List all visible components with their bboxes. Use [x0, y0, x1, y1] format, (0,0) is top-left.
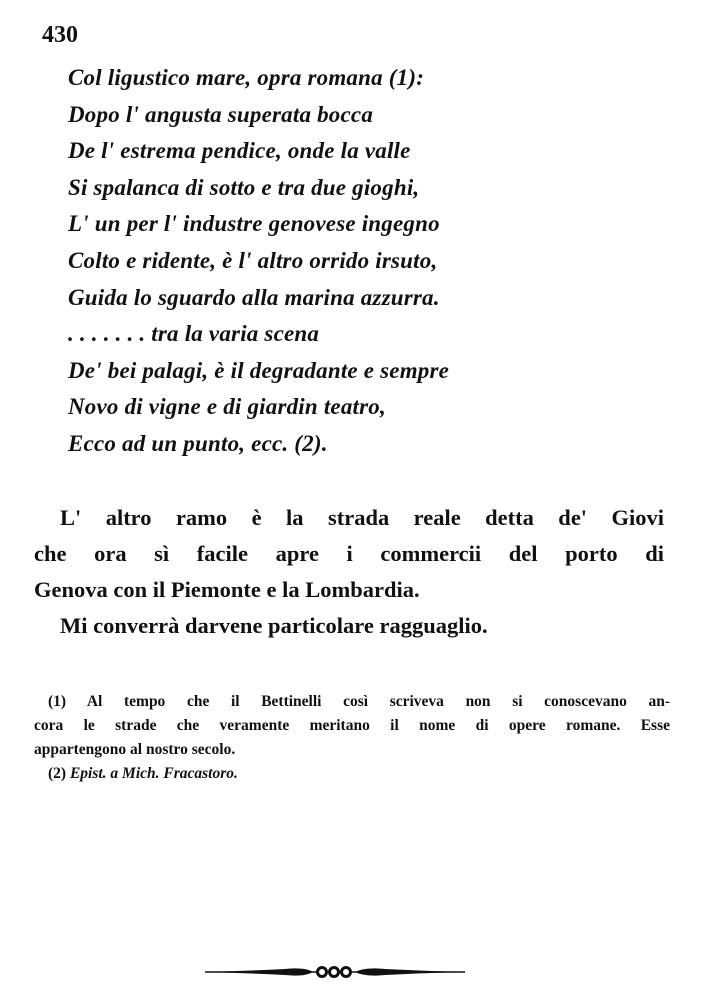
- verse-line: Novo di vigne e di giardin teatro,: [68, 394, 386, 420]
- prose-paragraph: Mi converrà darvene particolare ragguaglio.: [60, 613, 488, 638]
- footnote-1-line: cora le strade che veramente meritano il nome di opere romane. Esse: [34, 717, 670, 734]
- prose-line: L' altro ramo è la strada reale detta de' Giovi: [60, 505, 664, 530]
- prose-line: Genova con il Piemonte e la Lombardia.: [34, 577, 420, 602]
- footnote-2-text: Epist. a Mich. Fracastoro.: [69, 765, 238, 782]
- footnote-1-line: appartengono al nostro secolo.: [34, 741, 236, 758]
- verse-line: Ecco ad un punto, ecc. (2).: [68, 430, 328, 456]
- verse-line: L' un per l' industre genovese ingegno: [68, 211, 440, 237]
- tailpiece-ornament-icon: [205, 964, 465, 980]
- prose-line: che ora sì facile apre i commercii del porto di: [34, 541, 664, 566]
- verse-line: De l' estrema pendice, onde la valle: [68, 138, 411, 164]
- poem-quotation: [68, 60, 449, 463]
- verse-line: Colto e ridente, è l' altro orrido irsuto,: [68, 247, 438, 273]
- body-text: [34, 500, 664, 644]
- footnote-2: [34, 762, 670, 786]
- verse-line: Col ligustico mare, opra romana (1):: [68, 65, 425, 90]
- verse-line: . . . . . . . tra la varia scena: [68, 321, 320, 347]
- footnote-1-line: (1) Al tempo che il Bettinelli così scriveva non si conoscevano an-: [48, 693, 670, 710]
- footnotes: [34, 690, 670, 786]
- verse-line: Guida lo sguardo alla marina azzurra.: [68, 284, 440, 310]
- page-number: 430: [42, 22, 78, 48]
- footnote-2-marker: (2): [48, 765, 67, 782]
- verse-line: Dopo l' angusta superata bocca: [68, 101, 374, 127]
- verse-line: De' bei palagi, è il degradante e sempre: [68, 357, 450, 383]
- verse-line: Si spalanca di sotto e tra due gioghi,: [68, 174, 420, 200]
